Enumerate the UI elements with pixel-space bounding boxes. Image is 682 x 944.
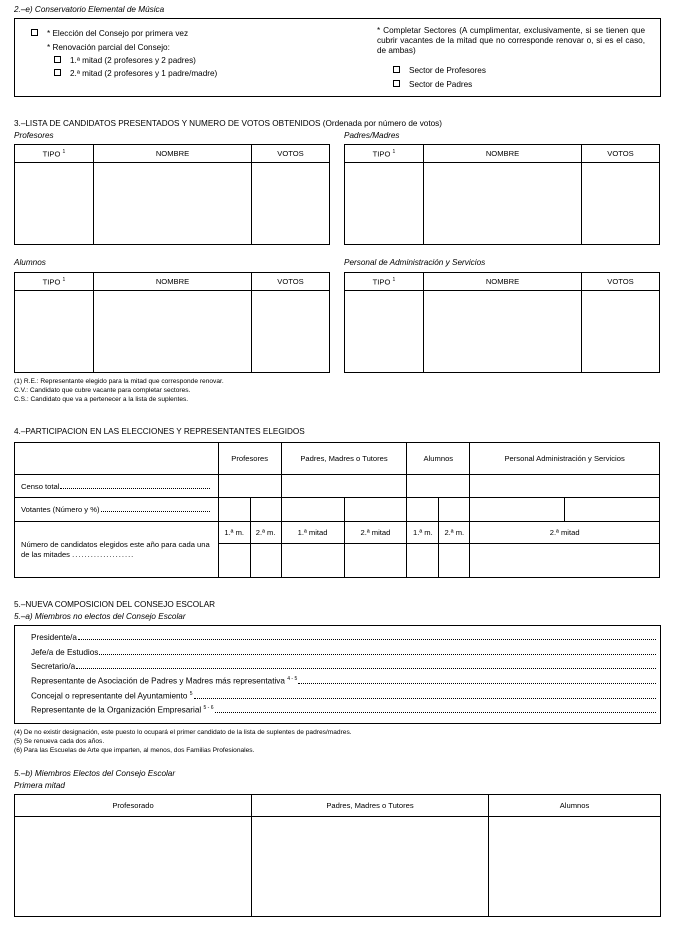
section-5b-heading: 5.–b) Miembros Electos del Consejo Escolar bbox=[14, 769, 176, 778]
censo-label: Censo total bbox=[21, 481, 60, 491]
note-6: (6) Para las Escuelas de Arte que imparten, al menos, dos Familias Profesionales. bbox=[14, 747, 255, 754]
cell-input[interactable] bbox=[94, 163, 252, 245]
option-label: Sector de Profesores bbox=[409, 66, 486, 75]
cell-input[interactable] bbox=[489, 817, 661, 917]
col-votos: VOTOS bbox=[582, 145, 660, 163]
section-3-heading: 3.–LISTA DE CANDIDATOS PRESENTADOS Y NUMERO DE VOTOS OBTENIDOS (Ordenada por número de votos) bbox=[14, 119, 443, 128]
col-nombre: NOMBRE bbox=[94, 273, 252, 291]
col-tipo: TIPO $^1$ bbox=[345, 273, 424, 291]
cell-input[interactable] bbox=[407, 498, 439, 522]
candidatos-alumnos-table bbox=[14, 272, 330, 373]
label-padres-madres: Padres/Madres bbox=[344, 131, 400, 140]
cell-input[interactable] bbox=[252, 163, 330, 245]
cell-input[interactable] bbox=[281, 475, 407, 498]
cell-input[interactable] bbox=[582, 291, 660, 373]
cell-input[interactable] bbox=[407, 475, 470, 498]
candidatos-padres-table bbox=[344, 144, 660, 245]
col-tipo: TIPO $^1$ bbox=[345, 145, 424, 163]
cell-input[interactable] bbox=[344, 498, 407, 522]
miembros-electos-table bbox=[14, 794, 661, 917]
votantes-label: Votantes (Número y %) bbox=[21, 505, 100, 514]
field-label: Secretario/a bbox=[31, 662, 76, 671]
cell-input[interactable] bbox=[250, 498, 281, 522]
subheader-2-mitad: 2.ª mitad bbox=[344, 522, 407, 544]
cell-input[interactable] bbox=[439, 498, 470, 522]
checkbox[interactable] bbox=[54, 69, 61, 76]
cell-input[interactable] bbox=[344, 544, 407, 578]
candidatos-personal-table bbox=[344, 272, 660, 373]
cell-input[interactable] bbox=[407, 544, 439, 578]
subheader-2m: 2.ª m. bbox=[439, 522, 470, 544]
cell-input[interactable] bbox=[15, 817, 252, 917]
field-organizacion-empresarial[interactable] bbox=[31, 705, 656, 715]
field-concejal[interactable] bbox=[31, 691, 656, 701]
miembros-no-electos-box bbox=[14, 625, 661, 724]
label-alumnos: Alumnos bbox=[14, 258, 46, 267]
checkbox[interactable] bbox=[393, 66, 400, 73]
section-4-heading: 4.–PARTICIPACION EN LAS ELECCIONES Y REPRESENTANTES ELEGIDOS bbox=[14, 427, 305, 436]
cell-input[interactable] bbox=[252, 291, 330, 373]
field-presidente[interactable] bbox=[31, 633, 656, 642]
cell-input[interactable] bbox=[218, 475, 281, 498]
header-personal: Personal Administración y Servicios bbox=[470, 443, 660, 475]
cell-input[interactable] bbox=[218, 498, 250, 522]
cell-input[interactable] bbox=[345, 291, 424, 373]
subheader-1-mitad: 1.ª mitad bbox=[281, 522, 344, 544]
subheader-1m: 1.ª m. bbox=[407, 522, 439, 544]
field-representante-padres[interactable] bbox=[31, 676, 656, 686]
subheader-1m: 1.ª m. bbox=[218, 522, 250, 544]
option-eleccion[interactable] bbox=[31, 29, 188, 38]
row-candidatos: Número de candidatos elegidos este año para cada una de las mitades .................... bbox=[15, 522, 219, 578]
candidatos-profesores-table bbox=[14, 144, 330, 245]
cell-input[interactable] bbox=[424, 163, 582, 245]
cell-input[interactable] bbox=[565, 498, 660, 522]
label-primera-mitad: Primera mitad bbox=[14, 781, 65, 790]
col-nombre: NOMBRE bbox=[424, 145, 582, 163]
cell-input[interactable] bbox=[94, 291, 252, 373]
cell-input[interactable] bbox=[470, 498, 565, 522]
cell-input[interactable] bbox=[252, 817, 489, 917]
cell-input[interactable] bbox=[424, 291, 582, 373]
field-jefe-estudios[interactable] bbox=[31, 648, 656, 657]
note-1: (1) R.E.: Representante elegido para la mitad que corresponde renovar. bbox=[14, 378, 224, 385]
cell-input[interactable] bbox=[15, 291, 94, 373]
field-label: Presidente/a bbox=[31, 633, 77, 642]
checkbox[interactable] bbox=[54, 56, 61, 63]
note-4: (4) De no existir designación, este puesto lo ocupará el primer candidato de la lista de suplentes de padres/madres. bbox=[14, 729, 352, 736]
completar-sectores-text: * Completar Sectores (A cumplimentar, exclusivamente, si se tienen que cubrir vacantes de la mitad que no corresponde renovar o, si es el caso, de ambas) bbox=[377, 26, 645, 55]
cell-input[interactable] bbox=[345, 163, 424, 245]
col-tipo: TIPO $^1$ bbox=[15, 145, 94, 163]
field-label: Representante de la Organización Empresarial $^{5 - 6}$ bbox=[31, 705, 214, 715]
col-profesorado: Profesorado bbox=[15, 795, 252, 817]
option-sector-padres[interactable] bbox=[393, 80, 472, 89]
subheader-2m: 2.ª m. bbox=[250, 522, 281, 544]
option-label: 2.ª mitad (2 profesores y 1 padre/madre) bbox=[70, 69, 218, 78]
candidatos-label: Número de candidatos elegidos este año para cada una de las mitades bbox=[21, 539, 210, 559]
cell-input[interactable] bbox=[281, 498, 344, 522]
section-2e-box bbox=[14, 18, 661, 97]
col-padres: Padres, Madres o Tutores bbox=[252, 795, 489, 817]
header-alumnos: Alumnos bbox=[407, 443, 470, 475]
note-cs: C.S.: Candidato que va a pertenecer a la lista de suplentes. bbox=[14, 396, 189, 403]
col-alumnos: Alumnos bbox=[489, 795, 661, 817]
cell-input[interactable] bbox=[15, 163, 94, 245]
cell-input[interactable] bbox=[470, 475, 660, 498]
checkbox[interactable] bbox=[31, 29, 38, 36]
participacion-table bbox=[14, 442, 660, 578]
option-sector-profesores[interactable] bbox=[393, 66, 486, 75]
header-profesores: Profesores bbox=[218, 443, 281, 475]
field-secretario[interactable] bbox=[31, 662, 656, 671]
note-cv: C.V.: Candidato que cubre vacante para completar sectores. bbox=[14, 387, 191, 394]
col-votos: VOTOS bbox=[252, 273, 330, 291]
row-votantes bbox=[15, 498, 219, 522]
row-censo bbox=[15, 475, 219, 498]
option-label: * Elección del Consejo por primera vez bbox=[47, 29, 189, 38]
section-5a-heading: 5.–a) Miembros no electos del Consejo Escolar bbox=[14, 612, 186, 621]
label-personal: Personal de Administración y Servicios bbox=[344, 258, 486, 267]
col-nombre: NOMBRE bbox=[94, 145, 252, 163]
col-votos: VOTOS bbox=[582, 273, 660, 291]
checkbox[interactable] bbox=[393, 80, 400, 87]
section-5-heading: 5.–NUEVA COMPOSICION DEL CONSEJO ESCOLAR bbox=[14, 600, 216, 609]
col-tipo: TIPO $^1$ bbox=[15, 273, 94, 291]
cell-input[interactable] bbox=[439, 544, 470, 578]
option-mitad-1[interactable] bbox=[54, 56, 196, 65]
section-2e-heading: 2.–e) Conservatorio Elemental de Música bbox=[14, 5, 165, 14]
header-padres: Padres, Madres o Tutores bbox=[281, 443, 407, 475]
note-5: (5) Se renueva cada dos años. bbox=[14, 738, 105, 745]
cell-input[interactable] bbox=[250, 544, 281, 578]
option-label: 1.ª mitad (2 profesores y 2 padres) bbox=[70, 56, 196, 65]
cell-input[interactable] bbox=[582, 163, 660, 245]
corner-cell bbox=[15, 443, 219, 475]
subheader-2-mitad: 2.ª mitad bbox=[470, 522, 660, 544]
cell-input[interactable] bbox=[281, 544, 344, 578]
col-nombre: NOMBRE bbox=[424, 273, 582, 291]
label-profesores: Profesores bbox=[14, 131, 54, 140]
field-label: Concejal o representante del Ayuntamiento $^5$ bbox=[31, 691, 193, 701]
cell-input[interactable] bbox=[218, 544, 250, 578]
option-mitad-2[interactable] bbox=[54, 69, 217, 78]
cell-input[interactable] bbox=[470, 544, 660, 578]
renovacion-label: * Renovación parcial del Consejo: bbox=[47, 43, 170, 52]
field-label: Representante de Asociación de Padres y Madres más representativa $^{4 - 5}$ bbox=[31, 676, 298, 686]
col-votos: VOTOS bbox=[252, 145, 330, 163]
field-label: Jefe/a de Estudios bbox=[31, 648, 99, 657]
option-label: Sector de Padres bbox=[409, 80, 473, 89]
